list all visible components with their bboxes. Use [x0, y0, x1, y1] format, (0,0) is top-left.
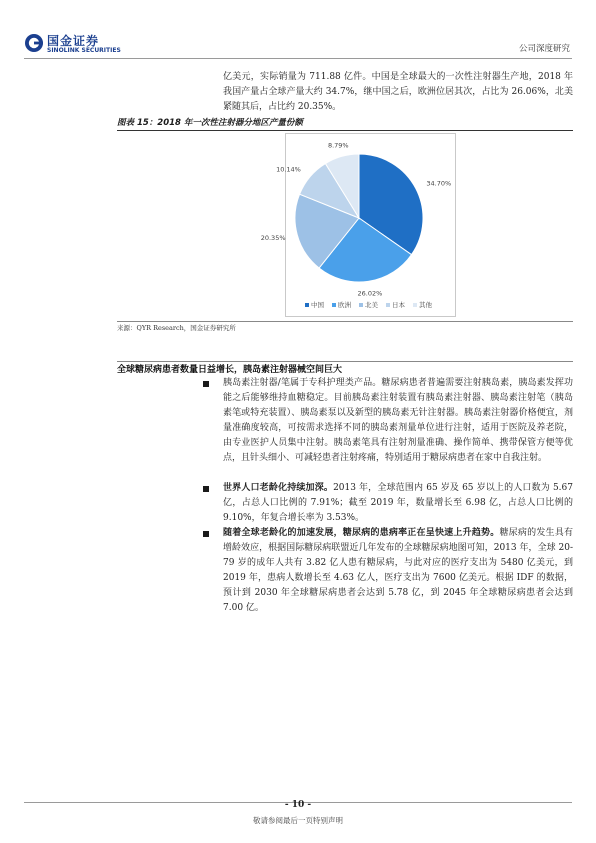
footer-disclaimer: 敬请参阅最后一页特别声明 — [253, 816, 343, 825]
bullet-square-icon — [203, 531, 209, 537]
bullet-paragraph-3 — [223, 526, 573, 616]
legend-swatch-5 — [413, 303, 417, 307]
company-logo — [24, 31, 120, 57]
legend-label-5: 其他 — [419, 301, 432, 309]
bullet-square-icon — [203, 486, 209, 492]
pie-data-label-4: 10.14% — [276, 165, 301, 174]
figure-bottom-divider — [117, 321, 573, 322]
legend-label-1: 中国 — [311, 301, 324, 309]
figure-caption: 图表 15：2018 年一次性注射器分地区产量份额 — [117, 118, 303, 128]
bullet-paragraph-2 — [223, 481, 573, 526]
intro-paragraph: 亿美元，实际销量为 711.88 亿件。中国是全球最大的一次性注射器生产地，2018 年我国产量占全球产量大约 34.7%，继中国之后，欧洲位居其次，占比为 26.06%，北美紧随其后，占比约 20.35%。 — [223, 72, 573, 112]
legend-label-3: 北美 — [365, 301, 378, 309]
page-number: - 10 - — [284, 800, 312, 810]
figure-caption-divider — [117, 130, 573, 131]
bullet-2-lead: 世界人口老龄化持续加深。 — [223, 483, 334, 493]
logo-chinese-text: 国金证券 — [47, 34, 100, 48]
section-title: 全球糖尿病患者数量日益增长，胰岛素注射器械空间巨大 — [117, 365, 343, 375]
report-type-label: 公司深度研究 — [518, 44, 570, 54]
pie-data-label-2: 26.02% — [357, 289, 383, 298]
legend-swatch-4 — [386, 303, 390, 307]
bullet-square-icon — [203, 381, 209, 387]
logo-english-text: SINOLINK SECURITIES — [47, 47, 121, 54]
legend-label-4: 日本 — [392, 301, 405, 309]
legend-swatch-3 — [359, 303, 363, 307]
bullet-1-text: 胰岛素注射器/笔属于专科护理类产品。糖尿病患者普遍需要注射胰岛素，胰岛素发挥功能之后能够维持血糖稳定。目前胰岛素注射装置有胰岛素注射器、胰岛素注射笔（胰岛素笔或特充装置）、胰岛素泵以及新型的胰岛素无针注射器。胰岛素注射器价格便宜，剂量准确度较高，可按需求选择不同的胰岛素剂量单位进行注射，适用于医院及养老院，由专业医护人员集中注射。胰岛素笔具有注射剂量准确、操作简单、携带保管方便等优点，且针头细小、可减轻患者注射疼痛，特别适用于糖尿病患者在家中自我注射。 — [223, 378, 573, 463]
pie-data-label-1: 34.70% — [426, 179, 452, 188]
header-divider — [24, 58, 572, 59]
pie-chart — [260, 134, 455, 316]
bullet-3-text: 糖尿病的发生具有增龄效应，根据国际糖尿病联盟近几年发布的全球糖尿病地图可知，2013 年，全球 20-79 岁的成年人共有 3.82 亿人患有糖尿病，与此对应的医疗支出为 5480 亿美元，到 2019 年，患病人数增长至 4.63 亿人，医疗支出为 7600 亿美元。根据 IDF 的数据，预计到 2030 年全球糖尿病患者会达到 5.78 亿，到 2045 年全球糖尿病患者会达到 7.00 亿。 — [223, 528, 573, 613]
pie-data-label-5: 8.79% — [327, 141, 349, 150]
figure-source: 来源：QYR Research，国金证券研究所 — [117, 324, 236, 332]
legend-swatch-1 — [305, 303, 309, 307]
legend-swatch-2 — [332, 303, 336, 307]
legend-label-2: 欧洲 — [338, 301, 351, 309]
page-header — [0, 0, 596, 62]
pie-data-label-3: 20.35% — [260, 233, 286, 242]
pie-chart-frame — [260, 133, 456, 317]
bullet-3-lead: 随着全球老龄化的加速发展，糖尿病的患病率正在呈快速上升趋势。 — [223, 528, 500, 538]
bullet-paragraph-1 — [223, 376, 573, 466]
sinolink-logo-icon — [24, 33, 44, 53]
bullet-2-text: 2013 年，全球范围内 65 岁及 65 岁以上的人口数为 5.67 亿，占总人口比例的 7.91%；截至 2019 年，数量增长至 6.98 亿，占总人口比例的 9.10%，年复合增长率为 3.53%。 — [223, 483, 573, 523]
